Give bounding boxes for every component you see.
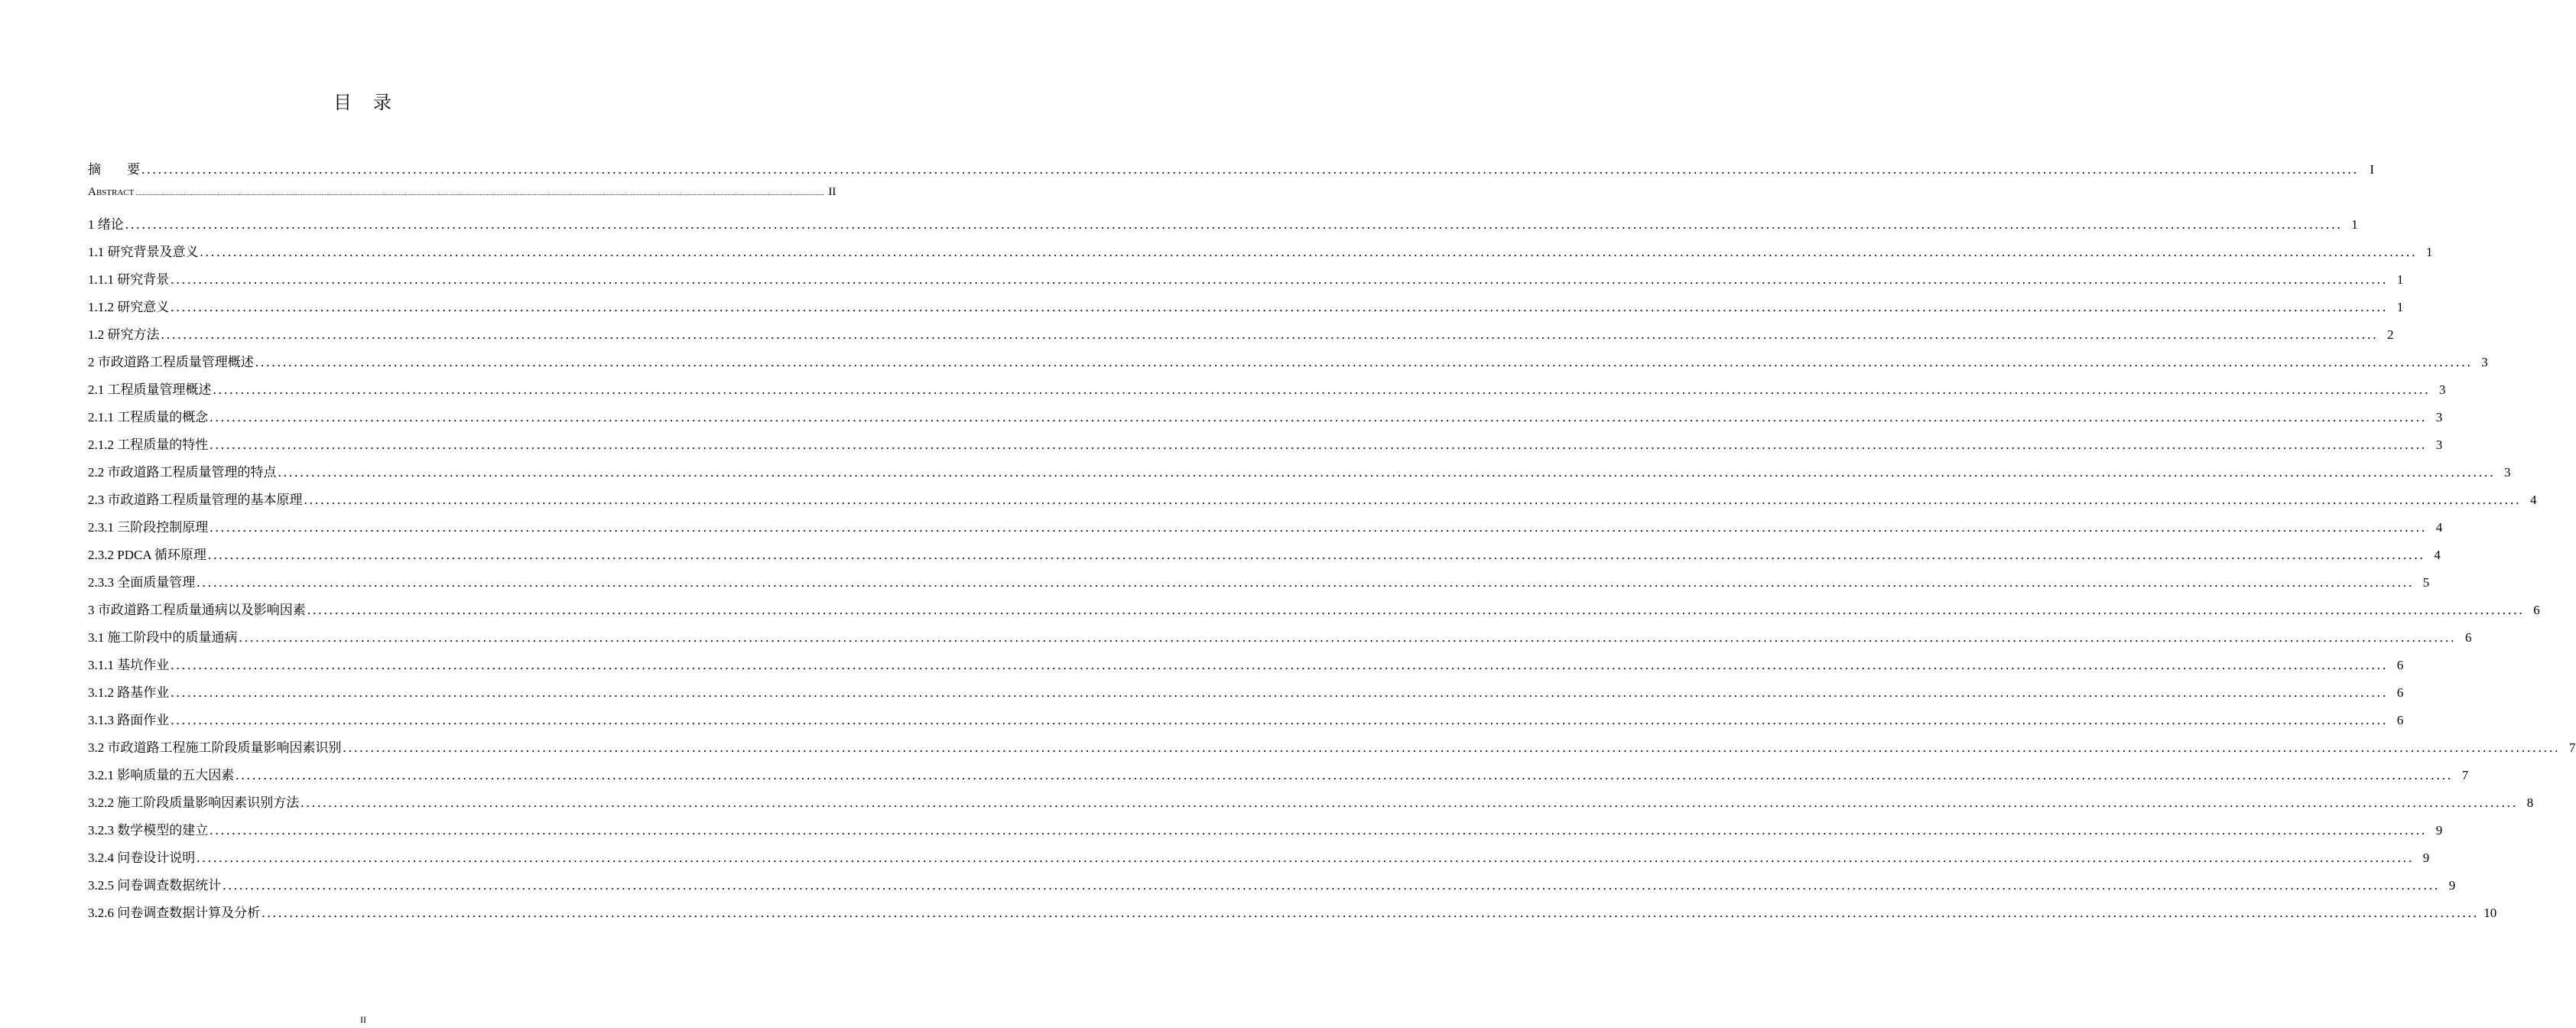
toc-entry-page: 6: [2396, 685, 2404, 700]
toc-entry-page: 7: [2569, 740, 2576, 755]
toc-dot-leader: ................................................................................................................................................................................................................................................................................................................................................................................................................: [236, 768, 2454, 782]
toc-dot-leader: ................................................................................................................................................................................................................................................................................................................................................................................................................: [239, 630, 2457, 645]
toc-entry-page: 6: [2533, 603, 2540, 617]
toc-dot-leader: ................................................................................................................................................................................................................................................................................................................................................................................................................: [210, 410, 2428, 425]
toc-entry-label: 3.1.2 路基作业: [88, 685, 170, 700]
toc-entry[interactable]: [88, 379, 2446, 406]
toc-entry-label: 2.3.1 三阶段控制原理: [88, 520, 209, 535]
toc-entry[interactable]: [88, 737, 2576, 764]
toc-dot-leader: ................................................................................................................................................................................................................................................................................................................................................................................................................: [213, 382, 2431, 397]
toc-dot-leader: ................................................................................................................................................................................................................................................................................................................................................................................................................: [171, 300, 2389, 314]
toc-entry[interactable]: [88, 654, 2404, 682]
toc-dot-leader: ................................................................................................................................................................................................................................................................................................................................................................................................................: [141, 162, 2359, 177]
toc-entry-page: 3: [2481, 355, 2488, 369]
toc-entry-page: 7: [2461, 768, 2469, 782]
toc-dot-leader: ................................................................................................................................................................................................................................................................................................................................................................................................................: [210, 438, 2428, 452]
toc-entry-label: 1.1.1 研究背景: [88, 272, 170, 287]
toc-dot-leader: ................................................................................................................................................................................................................................................................................................................................................................................................................: [135, 189, 824, 197]
toc-entry-label: 3.2.3 数学模型的建立: [88, 823, 209, 838]
toc-entry-label: 1.2 研究方法: [88, 327, 160, 342]
toc-entry-label: 2.1 工程质量管理概述: [88, 382, 212, 397]
toc-entry[interactable]: [88, 847, 2430, 874]
toc-dot-leader: ................................................................................................................................................................................................................................................................................................................................................................................................................: [125, 217, 2343, 232]
toc-entry-label: 2.3 市政道路工程质量管理的基本原理: [88, 493, 303, 507]
toc-entry-label: 1 绪论: [88, 217, 124, 232]
toc-entry-page: 8: [2526, 795, 2534, 810]
toc-entry[interactable]: [88, 902, 2497, 929]
toc-dot-leader: ................................................................................................................................................................................................................................................................................................................................................................................................................: [171, 658, 2389, 672]
toc-entry-page: 9: [2448, 878, 2456, 893]
toc-entry-label: 2 市政道路工程质量管理概述: [88, 355, 254, 369]
toc-entry-label: 2.1.2 工程质量的特性: [88, 438, 209, 452]
toc-entry-label: 3 市政道路工程质量通病以及影响因素: [88, 603, 306, 617]
toc-entry[interactable]: [88, 461, 2511, 489]
toc-entry-label: 3.2 市政道路工程施工阶段质量影响因素识别: [88, 740, 342, 755]
toc-dot-leader: ................................................................................................................................................................................................................................................................................................................................................................................................................: [161, 327, 2379, 342]
toc-entry-page: 4: [2434, 548, 2441, 562]
toc-dot-leader: ................................................................................................................................................................................................................................................................................................................................................................................................................: [307, 603, 2525, 617]
toc-dot-leader: ................................................................................................................................................................................................................................................................................................................................................................................................................: [343, 740, 2561, 755]
page-number-footer: II: [360, 1014, 366, 1025]
toc-entry-page: 4: [2435, 520, 2443, 535]
toc-entry-page: 1: [2396, 272, 2404, 287]
toc-entry-page: 6: [2396, 658, 2404, 672]
page-title: 目 录: [333, 92, 393, 113]
toc-entry-page: 3: [2435, 438, 2443, 452]
toc-dot-leader: ................................................................................................................................................................................................................................................................................................................................................................................................................: [200, 245, 2418, 259]
toc-entry-page: 3: [2435, 410, 2443, 425]
toc-dot-leader: ................................................................................................................................................................................................................................................................................................................................................................................................................: [207, 548, 2425, 562]
table-of-contents: [88, 158, 2576, 929]
toc-entry[interactable]: [88, 213, 2358, 241]
toc-entry-label: 3.2.4 问卷设计说明: [88, 851, 196, 865]
toc-entry[interactable]: [88, 819, 2443, 847]
toc-dot-leader: ................................................................................................................................................................................................................................................................................................................................................................................................................: [278, 465, 2496, 480]
toc-entry-page: 10: [2483, 906, 2497, 920]
toc-entry-label: 3.2.6 问卷调查数据计算及分析: [88, 906, 261, 920]
toc-entry[interactable]: [88, 874, 2456, 902]
toc-entry[interactable]: [88, 516, 2443, 544]
toc-dot-leader: ................................................................................................................................................................................................................................................................................................................................................................................................................: [300, 795, 2519, 810]
toc-dot-leader: ................................................................................................................................................................................................................................................................................................................................................................................................................: [210, 520, 2428, 535]
toc-entry-page: 3: [2439, 382, 2446, 397]
toc-dot-leader: ................................................................................................................................................................................................................................................................................................................................................................................................................: [197, 575, 2415, 590]
toc-entry-page: 5: [2422, 575, 2430, 590]
toc-dot-leader: ................................................................................................................................................................................................................................................................................................................................................................................................................: [210, 823, 2428, 838]
toc-entry[interactable]: [88, 406, 2443, 434]
toc-entry-label: 3.2.2 施工阶段质量影响因素识别方法: [88, 795, 300, 810]
toc-entry-page: I: [2370, 162, 2374, 177]
toc-dot-leader: ................................................................................................................................................................................................................................................................................................................................................................................................................: [171, 713, 2389, 727]
toc-entry-label: 2.1.1 工程质量的概念: [88, 410, 209, 425]
toc-entry-label: 1.1.2 研究意义: [88, 300, 170, 314]
toc-entry[interactable]: [88, 709, 2404, 737]
toc-entry[interactable]: [88, 296, 2404, 324]
toc-entry-label: 2.3.2 PDCA 循环原理: [88, 548, 206, 562]
toc-entry[interactable]: [88, 351, 2488, 379]
toc-entry[interactable]: [88, 599, 2540, 626]
toc-entry[interactable]: [88, 324, 2394, 351]
toc-entry-label: 3.2.1 影响质量的五大因素: [88, 768, 235, 782]
toc-entry-label: 摘 要: [88, 162, 140, 177]
toc-entry[interactable]: [88, 268, 2404, 296]
toc-dot-leader: ................................................................................................................................................................................................................................................................................................................................................................................................................: [171, 685, 2389, 700]
toc-entry[interactable]: [88, 682, 2404, 709]
toc-dot-leader: ................................................................................................................................................................................................................................................................................................................................................................................................................: [223, 878, 2441, 893]
toc-entry-page: 3: [2504, 465, 2511, 480]
toc-entry[interactable]: [88, 764, 2469, 792]
toc-dot-leader: ................................................................................................................................................................................................................................................................................................................................................................................................................: [197, 851, 2415, 865]
toc-entry-label: 2.3.3 全面质量管理: [88, 575, 196, 590]
toc-entry-page: 4: [2530, 493, 2537, 507]
toc-entry[interactable]: [88, 158, 2374, 186]
toc-entry-page: 2: [2387, 327, 2394, 342]
toc-entry-label: 3.1.3 路面作业: [88, 713, 170, 727]
toc-dot-leader: ................................................................................................................................................................................................................................................................................................................................................................................................................: [304, 493, 2522, 507]
toc-entry-page: 9: [2422, 851, 2430, 865]
toc-dot-leader: ................................................................................................................................................................................................................................................................................................................................................................................................................: [261, 906, 2480, 920]
toc-entry-label: 3.2.5 问卷调查数据统计: [88, 878, 222, 893]
toc-entry-page: 1: [2426, 245, 2433, 259]
toc-entry-page: 6: [2465, 630, 2472, 645]
toc-entry-page: 9: [2435, 823, 2443, 838]
toc-entry[interactable]: [88, 241, 2433, 268]
toc-entry[interactable]: [88, 626, 2472, 654]
toc-entry-page: 1: [2396, 300, 2404, 314]
toc-entry-page: II: [828, 186, 836, 198]
toc-entry[interactable]: [88, 489, 2537, 516]
toc-entry[interactable]: [88, 792, 2534, 819]
toc-entry[interactable]: [88, 434, 2443, 461]
toc-entry-page: 1: [2351, 217, 2358, 232]
toc-entry[interactable]: [88, 186, 836, 213]
toc-dot-leader: ................................................................................................................................................................................................................................................................................................................................................................................................................: [255, 355, 2473, 369]
toc-entry-label: 1.1 研究背景及意义: [88, 245, 199, 259]
toc-entry-label: Abstract: [88, 186, 135, 198]
toc-dot-leader: ................................................................................................................................................................................................................................................................................................................................................................................................................: [171, 272, 2389, 287]
toc-entry-label: 3.1.1 基坑作业: [88, 658, 170, 672]
toc-entry-label: 2.2 市政道路工程质量管理的特点: [88, 465, 277, 480]
toc-entry[interactable]: [88, 544, 2441, 571]
toc-entry-page: 6: [2396, 713, 2404, 727]
toc-entry[interactable]: [88, 571, 2430, 599]
toc-entry-label: 3.1 施工阶段中的质量通病: [88, 630, 238, 645]
